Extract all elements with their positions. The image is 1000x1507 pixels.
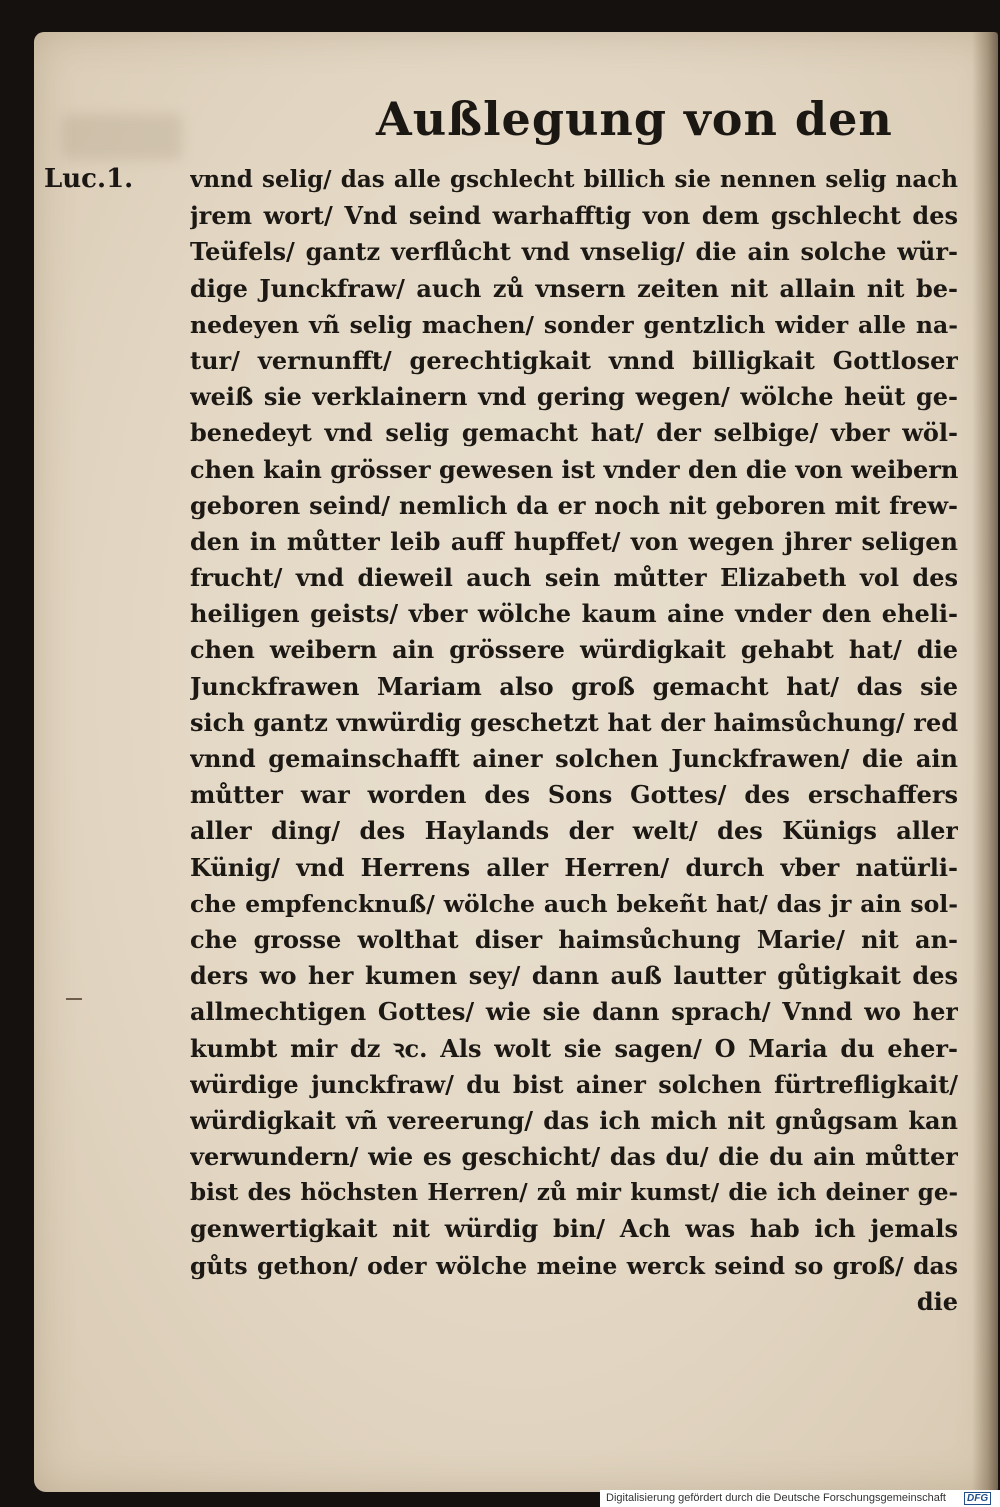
text-line: aller ding/ des Haylands der welt/ des Künigs aller bbox=[190, 816, 958, 846]
running-header: Außlegung von den bbox=[376, 92, 893, 146]
text-line: heiligen geists/ vber wölche kaum aine vnder den eheli- bbox=[190, 599, 958, 629]
text-line: Teüfels/ gantz verflůcht vnd vnselig/ die ain solche wür- bbox=[190, 237, 958, 267]
dfg-logo: DFG bbox=[964, 1492, 991, 1505]
text-line: frucht/ vnd dieweil auch sein můtter Elizabeth vol des bbox=[190, 563, 958, 593]
text-line: kumbt mir dz ꝛc. Als wolt sie sagen/ O Maria du eher- bbox=[190, 1033, 958, 1063]
text-line: sich gantz vnwürdig geschetzt hat der haimsůchung/ red bbox=[190, 707, 958, 737]
text-line: Junckfrawen Mariam also groß gemacht hat/ das sie bbox=[190, 671, 958, 701]
text-line: dige Junckfraw/ auch zů vnsern zeiten nit allain nit be- bbox=[190, 273, 958, 303]
text-line: genwertigkait nit würdig bin/ Ach was hab ich jemals bbox=[190, 1214, 958, 1244]
catchword: die bbox=[916, 1286, 958, 1316]
text-line: weiß sie verklainern vnd gering wegen/ wölche heüt ge- bbox=[190, 382, 958, 412]
text-line: ders wo her kumen sey/ dann auß lautter gůtigkait des bbox=[190, 961, 958, 991]
text-line: verwundern/ wie es geschicht/ das du/ die du ain můtter bbox=[190, 1142, 958, 1172]
text-line: gůts gethon/ oder wölche meine werck seind so groß/ das bbox=[190, 1251, 958, 1280]
text-line: den in můtter leib auff hupffet/ von wegen jhrer seligen bbox=[190, 526, 958, 556]
text-line: můtter war worden des Sons Gottes/ des erschaffers bbox=[190, 780, 958, 810]
page-edge-shadow bbox=[972, 32, 998, 1492]
text-line: jrem wort/ Vnd seind warhafftig von dem gschlecht des bbox=[190, 201, 958, 231]
show-through-stain bbox=[62, 114, 182, 160]
text-line: che empfencknuß/ wölche auch bekeñt hat/ das jr ain sol- bbox=[190, 889, 958, 918]
text-line: vnnd gemainschafft ainer solchen Junckfrawen/ die ain bbox=[190, 744, 958, 773]
text-line: Künig/ vnd Herrens aller Herren/ durch vber natürli- bbox=[190, 852, 958, 882]
text-line: würdige junckfraw/ du bist ainer solchen fürtrefligkait/ bbox=[190, 1069, 958, 1099]
text-line: chen weibern ain grössere würdigkait gehabt hat/ die bbox=[190, 635, 958, 665]
margin-note: Luc.1. bbox=[44, 164, 134, 194]
text-line: würdigkait vñ vereerung/ das ich mich nit gnůgsam kan bbox=[190, 1105, 958, 1135]
text-line: allmechtigen Gottes/ wie sie dann sprach/ Vnnd wo her bbox=[190, 997, 958, 1027]
margin-mark bbox=[66, 998, 82, 1000]
text-line: chen kain grösser gewesen ist vnder den die von weibern bbox=[190, 454, 958, 484]
text-line: vnnd selig/ das alle gschlecht billich sie nennen selig nach bbox=[190, 166, 958, 193]
body-text bbox=[190, 162, 958, 1320]
text-line: benedeyt vnd selig gemacht hat/ der selbige/ vber wöl- bbox=[190, 418, 958, 448]
text-line: nedeyen vñ selig machen/ sonder gentzlich wider alle na- bbox=[190, 310, 958, 339]
funding-note: Digitalisierung gefördert durch die Deutsche Forschungsgemeinschaft bbox=[606, 1492, 946, 1504]
text-line: geboren seind/ nemlich da er noch nit geboren mit frew- bbox=[190, 490, 958, 520]
text-line: che grosse wolthat diser haimsůchung Marie/ nit an- bbox=[190, 924, 958, 954]
text-line: tur/ vernunfft/ gerechtigkait vnnd billigkait Gottloser bbox=[190, 345, 958, 375]
text-line: bist des höchsten Herren/ zů mir kumst/ die ich deiner ge- bbox=[190, 1179, 958, 1207]
